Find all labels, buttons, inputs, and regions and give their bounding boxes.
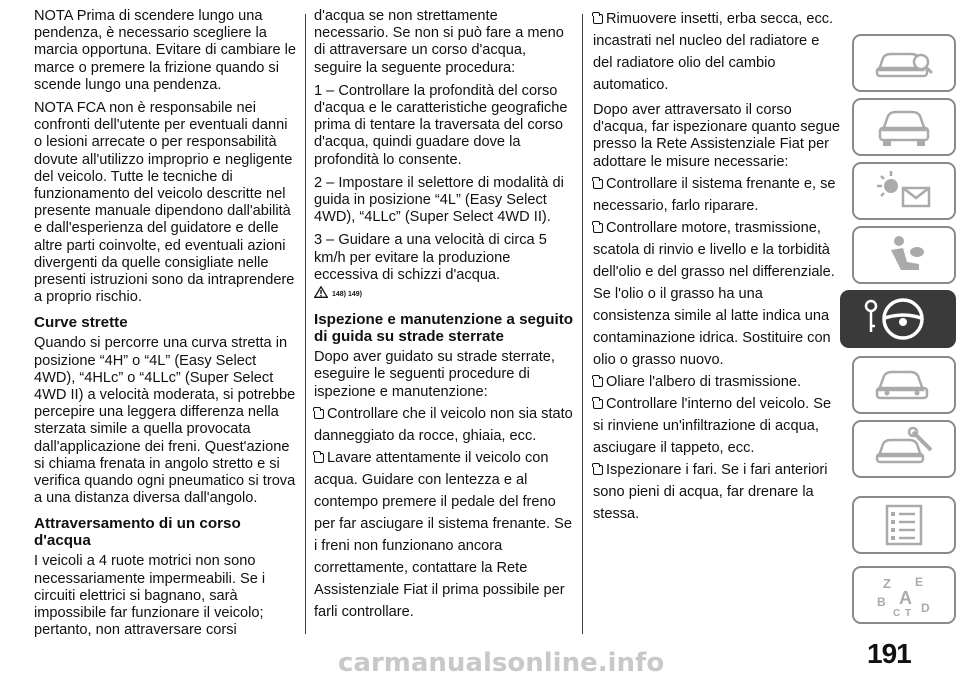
tab-dashboard-lights[interactable] [852,162,956,220]
bullet-item: Controllare che il veicolo non sia stato danneggiato da rocce, ghiaia, ecc. [314,405,573,444]
tab-car-service[interactable] [852,356,956,414]
page-number: 191 [867,638,911,669]
note-liability: NOTA FCA non è responsabile nei confronti dell'utente per eventuali danni o lesioni arrecate o per responsabilità dovute all'utilizzo improprio e negligente del veicolo. Tutte le tecniche di funzionamento del veicolo descritte nel presente manuale dipendono dall'abilità e dall'esperienza del guidatore e delle altre parti coinvolte, ed eventuali azioni divergenti da quelle consigliate nelle presenti istruzioni sono da intraprendere a proprio rischio. [34,100,295,306]
svg-text:Z: Z [883,576,891,591]
step-2: 2 – Impostare il selettore di modalità di guida in posizione “4L” (Easy Select 4WD), “4LLc” (Super Select 4WD II). [314,174,564,226]
bullet-marker-icon [593,179,603,189]
car-service-icon [869,362,939,408]
alphabet-index-icon [869,572,939,618]
bullet-item: Controllare l'interno del veicolo. Se si rinviene un'infiltrazione di acqua, asciugare il tappeto, ecc. [593,395,832,456]
column-divider [582,14,583,634]
step-3: 3 – Guidare a una velocità di circa 5 km/h per evitare la produzione eccessiva di schizzi d'acqua. [314,232,547,283]
checklist-icon [869,502,939,548]
warning-ref-numbers: 148) 149) [332,291,362,299]
paragraph-after-crossing: Dopo aver attraversato il corso d'acqua, far ispezionare quanto segue presso la Rete Assistenziale Fiat per adottare le misure necessarie: [593,102,841,170]
car-front-icon [869,104,939,150]
svg-text:E: E [915,575,924,589]
heading-inspection: Ispezione e manutenzione a seguito di guida su strade sterrate [314,311,574,346]
airbag-seat-icon [869,232,939,278]
car-search-icon [869,40,939,86]
bullet-marker-icon [593,14,603,24]
paragraph-tight-curves: Quando si percorre una curva stretta in posizione “4H” o “4L” (Easy Select 4WD), “4HLc” o “4LLc” (Super Select 4WD II) a velocità moderata, si potrebbe percepire una leggera differenza nella sterzata simile a quella provocata dall'applicazione dei freni. Quest'azione si chiama frenata in angolo stretto e si verifica quando ogni pneumatico si trova a una distanza diversa dall'angolo. [34,335,296,507]
paragraph-water-continued: d'acqua se non strettamente necessario. Se non si può fare a meno di attraversare un corso d'acqua, seguire la seguente procedura: [314,8,564,76]
bullet-marker-icon [593,465,603,475]
step-1: 1 – Controllare la profondità del corso d'acqua e le caratteristiche geografiche prima di tentare la traversata del corso d'acqua, quindi guadare dove la profondità lo consente. [314,82,568,168]
column-left [34,8,296,646]
svg-text:B: B [877,595,886,609]
wrench-car-icon [869,426,939,472]
tab-steering-wheel-key[interactable] [840,290,956,348]
column-divider [305,14,306,634]
bullet-marker-icon [593,223,603,233]
tab-car-search[interactable] [852,34,956,92]
heading-water-crossing: Attraversamento di un corso d'acqua [34,515,241,550]
bullet-marker-icon [593,399,603,409]
paragraph-water-crossing: I veicoli a 4 ruote motrici non sono necessariamente impermeabili. Se i circuiti elettrici si bagnano, sarà impossibile far funzionare il veicolo; pertanto, non attraversare corsi [34,553,266,639]
paragraph-inspection: Dopo aver guidato su strade sterrate, eseguire le seguenti procedure di ispezione e manutenzione: [314,349,555,400]
svg-text:C: C [893,608,901,618]
steering-wheel-key-icon [863,296,933,342]
bullet-item: Controllare motore, trasmissione, scatola di rinvio e livello e la torbidità dell'olio e del grasso nel differenziale. Se l'olio o il grasso ha una consistenza simile al latte indica una contaminazione idrica. Sostituire con olio o grasso nuovo. [593,219,835,368]
chapter-tabs [848,0,960,678]
note-slope: NOTA Prima di scendere lungo una pendenza, è necessario scegliere la marcia opportuna. Evitare di cambiare le marce o premere la frizione quando si scende lungo una pendenza. [34,8,297,93]
tab-alphabet-index[interactable] [852,566,956,624]
watermark-text: carmanualsonline.info [338,648,665,678]
column-right [593,8,841,525]
bullet-item: Rimuovere insetti, erba secca, ecc. incastrati nel nucleo del radiatore e del radiatore olio del cambio automatico. [593,11,834,93]
bullet-item: Ispezionare i fari. Se i fari anteriori sono pieni di acqua, far drenare la stessa. [593,461,828,522]
svg-text:D: D [921,601,930,615]
svg-text:T: T [905,608,912,618]
tab-checklist[interactable] [852,496,956,554]
tab-car-front[interactable] [852,98,956,156]
dashboard-lights-icon [869,168,939,214]
bullet-item: Lavare attentamente il veicolo con acqua. Guidare con lentezza e al contempo premere il pedale del freno per far asciugare il sistema frenante. Se i freni non funzionano ancora correttamente, contattare la Rete Assistenziale Fiat il prima possibile per farli controllare. [314,449,572,620]
heading-tight-curves: Curve strette [34,314,128,332]
bullet-marker-icon [593,377,603,387]
warning-triangle-icon [314,286,328,298]
column-middle [314,8,576,623]
svg-text:A: A [899,588,912,608]
bullet-item: Oliare l'albero di trasmissione. [593,371,841,393]
warning-reference [314,286,576,303]
bullet-marker-icon [314,409,324,419]
bullet-marker-icon [314,453,324,463]
tab-airbag-seat[interactable] [852,226,956,284]
tab-wrench-car[interactable] [852,420,956,478]
bullet-item: Controllare il sistema frenante e, se necessario, farlo riparare. [593,175,836,214]
